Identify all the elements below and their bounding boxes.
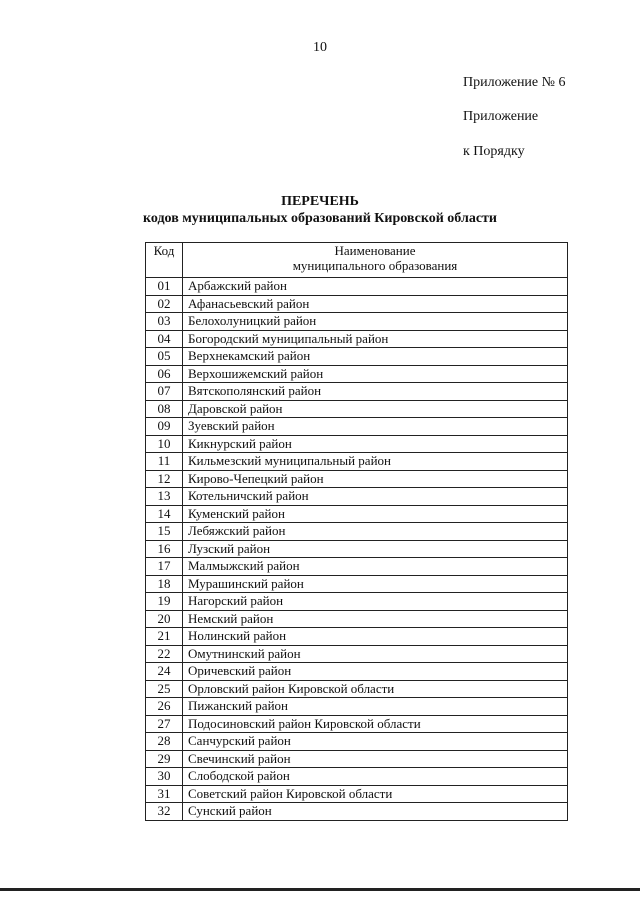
table-row — [146, 418, 568, 436]
table-row — [146, 330, 568, 348]
table-row — [146, 278, 568, 296]
row-code: 01 — [146, 278, 183, 296]
table-row — [146, 768, 568, 786]
appendix-label: Приложение № 6 — [463, 75, 566, 90]
table-row — [146, 435, 568, 453]
table-row — [146, 680, 568, 698]
table-row — [146, 750, 568, 768]
row-code: 04 — [146, 330, 183, 348]
row-name: Арбажский район — [183, 278, 568, 296]
row-name: Орловский район Кировской области — [183, 680, 568, 698]
row-name: Лебяжский район — [183, 523, 568, 541]
row-name: Кильмезский муниципальный район — [183, 453, 568, 471]
table-row — [146, 558, 568, 576]
row-code: 11 — [146, 453, 183, 471]
table-row — [146, 698, 568, 716]
municipalities-table — [145, 242, 568, 821]
row-code: 25 — [146, 680, 183, 698]
row-name: Верхошижемский район — [183, 365, 568, 383]
row-code: 03 — [146, 313, 183, 331]
row-name: Вятскополянский район — [183, 383, 568, 401]
row-name: Малмыжский район — [183, 558, 568, 576]
table-row — [146, 663, 568, 681]
row-code: 15 — [146, 523, 183, 541]
header-code: Код — [146, 243, 183, 278]
table-row — [146, 470, 568, 488]
document-title — [0, 193, 640, 227]
row-name: Куменский район — [183, 505, 568, 523]
header-name-line2: муниципального образования — [292, 258, 458, 273]
header-name-line1: Наименование — [334, 243, 416, 258]
row-code: 14 — [146, 505, 183, 523]
table-row — [146, 715, 568, 733]
row-name: Оричевский район — [183, 663, 568, 681]
row-code: 29 — [146, 750, 183, 768]
footer-divider — [0, 888, 640, 891]
row-name: Даровской район — [183, 400, 568, 418]
row-name: Белохолуницкий район — [183, 313, 568, 331]
title-sub: кодов муниципальных образований Кировской области — [143, 211, 497, 226]
table-row — [146, 645, 568, 663]
row-code: 10 — [146, 435, 183, 453]
row-name: Слободской район — [183, 768, 568, 786]
row-name: Верхнекамский район — [183, 348, 568, 366]
appendix-subtitle: Приложение — [463, 109, 539, 124]
row-code: 28 — [146, 733, 183, 751]
table-row — [146, 523, 568, 541]
row-name: Пижанский район — [183, 698, 568, 716]
row-code: 26 — [146, 698, 183, 716]
table-row — [146, 313, 568, 331]
table-row — [146, 505, 568, 523]
row-name: Богородский муниципальный район — [183, 330, 568, 348]
title-main: ПЕРЕЧЕНЬ — [281, 194, 359, 209]
row-code: 08 — [146, 400, 183, 418]
row-code: 31 — [146, 785, 183, 803]
table-row — [146, 593, 568, 611]
row-code: 30 — [146, 768, 183, 786]
row-name: Санчурский район — [183, 733, 568, 751]
appendix-reference: к Порядку — [463, 144, 525, 159]
row-code: 21 — [146, 628, 183, 646]
row-name: Омутнинский район — [183, 645, 568, 663]
table-row — [146, 400, 568, 418]
row-code: 27 — [146, 715, 183, 733]
row-code: 05 — [146, 348, 183, 366]
row-code: 06 — [146, 365, 183, 383]
table-row — [146, 453, 568, 471]
row-code: 20 — [146, 610, 183, 628]
row-name: Лузский район — [183, 540, 568, 558]
row-code: 32 — [146, 803, 183, 821]
table-header-row — [146, 243, 568, 278]
row-name: Зуевский район — [183, 418, 568, 436]
row-name: Кирово-Чепецкий район — [183, 470, 568, 488]
row-name: Сунский район — [183, 803, 568, 821]
row-name: Советский район Кировской области — [183, 785, 568, 803]
table-row — [146, 348, 568, 366]
row-name: Нолинский район — [183, 628, 568, 646]
table-row — [146, 785, 568, 803]
table-row — [146, 295, 568, 313]
table-row — [146, 365, 568, 383]
row-code: 24 — [146, 663, 183, 681]
table-row — [146, 610, 568, 628]
table-body — [146, 278, 568, 821]
row-code: 09 — [146, 418, 183, 436]
row-code: 12 — [146, 470, 183, 488]
row-code: 18 — [146, 575, 183, 593]
table-row — [146, 733, 568, 751]
row-code: 16 — [146, 540, 183, 558]
row-name: Немский район — [183, 610, 568, 628]
row-name: Нагорский район — [183, 593, 568, 611]
row-code: 17 — [146, 558, 183, 576]
row-code: 22 — [146, 645, 183, 663]
row-name: Кикнурский район — [183, 435, 568, 453]
row-name: Котельничский район — [183, 488, 568, 506]
table-row — [146, 488, 568, 506]
row-code: 07 — [146, 383, 183, 401]
table-row — [146, 383, 568, 401]
row-code: 02 — [146, 295, 183, 313]
page-number: 10 — [313, 40, 327, 55]
row-code: 19 — [146, 593, 183, 611]
row-name: Мурашинский район — [183, 575, 568, 593]
header-name — [183, 243, 568, 278]
row-name: Подосиновский район Кировской области — [183, 715, 568, 733]
row-name: Афанасьевский район — [183, 295, 568, 313]
table-row — [146, 803, 568, 821]
row-code: 13 — [146, 488, 183, 506]
table-row — [146, 575, 568, 593]
row-name: Свечинский район — [183, 750, 568, 768]
table-row — [146, 540, 568, 558]
table-row — [146, 628, 568, 646]
